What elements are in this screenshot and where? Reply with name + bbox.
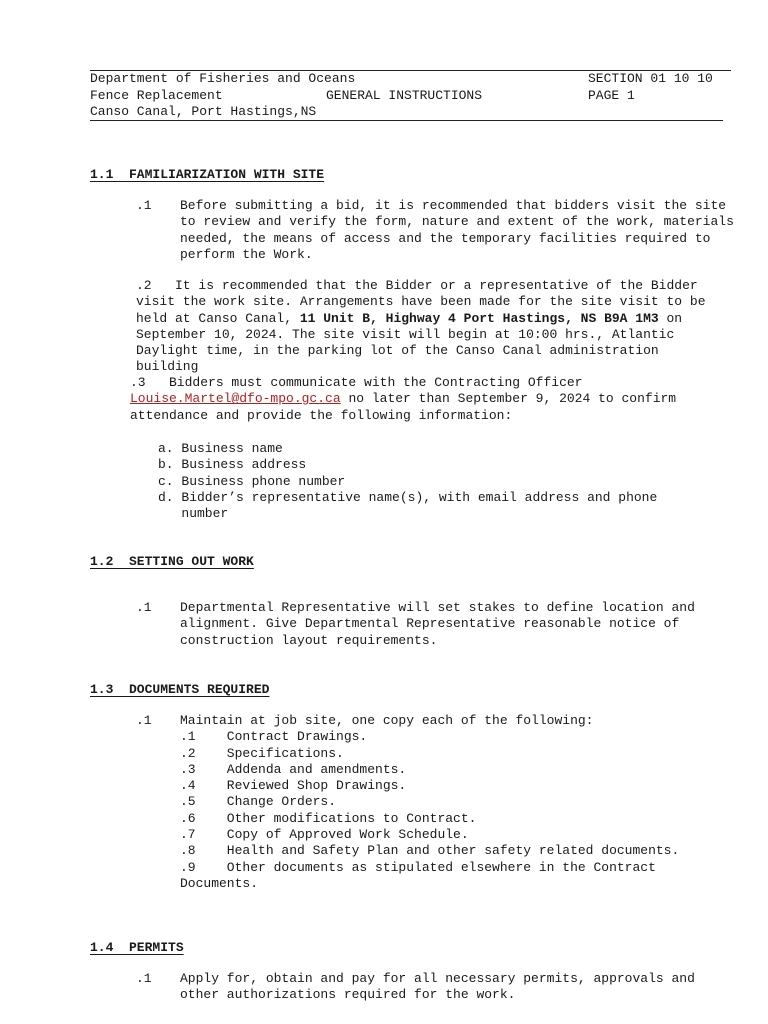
text-line [130, 391, 676, 407]
paragraph-1-4-1 [180, 971, 695, 1004]
paragraph-1-3-1 [180, 713, 679, 892]
contracting-officer-email-link[interactable]: Louise.Martel@dfo-mpo.gc.ca [130, 391, 341, 407]
list-item: number [158, 506, 229, 522]
list-item: b. Business address [158, 457, 307, 473]
text-line: building [136, 359, 199, 375]
list-item: .6 Other modifications to Contract. [180, 810, 477, 826]
header-section: SECTION 01 10 10 [588, 71, 713, 86]
text-line: .3 Bidders must communicate with the Contracting Officer [130, 375, 583, 390]
list-item: .7 Copy of Approved Work Schedule. [180, 827, 469, 843]
para-number: .1 [136, 600, 152, 615]
text-line: September 10, 2024. The site visit will begin at 10:00 hrs., Atlantic [136, 326, 675, 342]
para-number: .1 [136, 198, 152, 213]
text-line: Departmental Representative will set stakes to define location and [180, 600, 695, 615]
text-line: visit the work site. Arrangements have been made for the site visit to be [136, 294, 706, 310]
header-bottom-rule [90, 120, 723, 121]
para-number: .1 [136, 713, 152, 728]
header-dept: Department of Fisheries and Oceans [90, 71, 356, 86]
list-item: d. Bidder’s representative name(s), with email address and phone [158, 489, 658, 505]
list-item: .5 Change Orders. [180, 794, 337, 810]
paragraph-1-1-3 [130, 375, 676, 424]
paragraph-1-2-1 [180, 600, 695, 649]
text-span: on [658, 310, 683, 326]
text-line: .2 It is recommended that the Bidder or a representative of the Bidder [136, 278, 698, 293]
list-item: a. Business name [158, 441, 283, 456]
header-title: GENERAL INSTRUCTIONS [326, 88, 483, 103]
list-item: c. Business phone number [158, 473, 346, 489]
list-item: .8 Health and Safety Plan and other safety related documents. [180, 843, 680, 859]
section-heading-1-3: 1.3 DOCUMENTS REQUIRED [90, 682, 270, 697]
list-item: .4 Reviewed Shop Drawings. [180, 778, 407, 794]
text-line: Daylight time, in the parking lot of the Canso Canal administration [136, 343, 659, 359]
list-item: .3 Addenda and amendments. [180, 761, 407, 777]
paragraph-1-1-1 [180, 198, 734, 263]
info-list [158, 441, 657, 522]
text-line: Before submitting a bid, it is recommended that bidders visit the site [180, 198, 727, 213]
text-line: attendance and provide the following information: [130, 407, 513, 423]
section-heading-1-2: 1.2 SETTING OUT WORK [90, 554, 254, 569]
text-line: Apply for, obtain and pay for all necessary permits, approvals and [180, 971, 695, 986]
text-line: alignment. Give Departmental Representative reasonable notice of [180, 616, 680, 632]
para-number: .1 [136, 971, 152, 986]
header-project: Fence Replacement [90, 88, 223, 103]
site-address: 11 Unit B, Highway 4 Port Hastings, NS B9A 1M3 [299, 310, 659, 326]
header-page: PAGE 1 [588, 88, 635, 103]
text-span: no later than September 9, 2024 to confirm [340, 391, 677, 407]
header-location: Canso Canal, Port Hastings,NS [90, 104, 317, 119]
text-line: construction layout requirements. [180, 632, 438, 648]
text-line: to review and verify the form, nature and extent of the work, materials [180, 214, 734, 230]
list-item: .2 Specifications. [180, 745, 344, 761]
text-line: Maintain at job site, one copy each of the following: [180, 713, 594, 728]
text-line: other authorizations required for the work. [180, 987, 516, 1003]
text-line: needed, the means of access and the temporary facilities required to [180, 230, 711, 246]
text-line [136, 311, 706, 327]
text-span: held at Canso Canal, [136, 310, 300, 326]
text-line: perform the Work. [180, 246, 313, 262]
list-item: .1 Contract Drawings. [180, 729, 368, 745]
list-item: .9 Other documents as stipulated elsewhere in the Contract [180, 859, 656, 875]
section-heading-1-1: 1.1 FAMILIARIZATION WITH SITE [90, 167, 325, 182]
section-heading-1-4: 1.4 PERMITS [90, 940, 184, 955]
paragraph-1-1-2 [136, 278, 706, 376]
text-line: Documents. [180, 875, 259, 891]
